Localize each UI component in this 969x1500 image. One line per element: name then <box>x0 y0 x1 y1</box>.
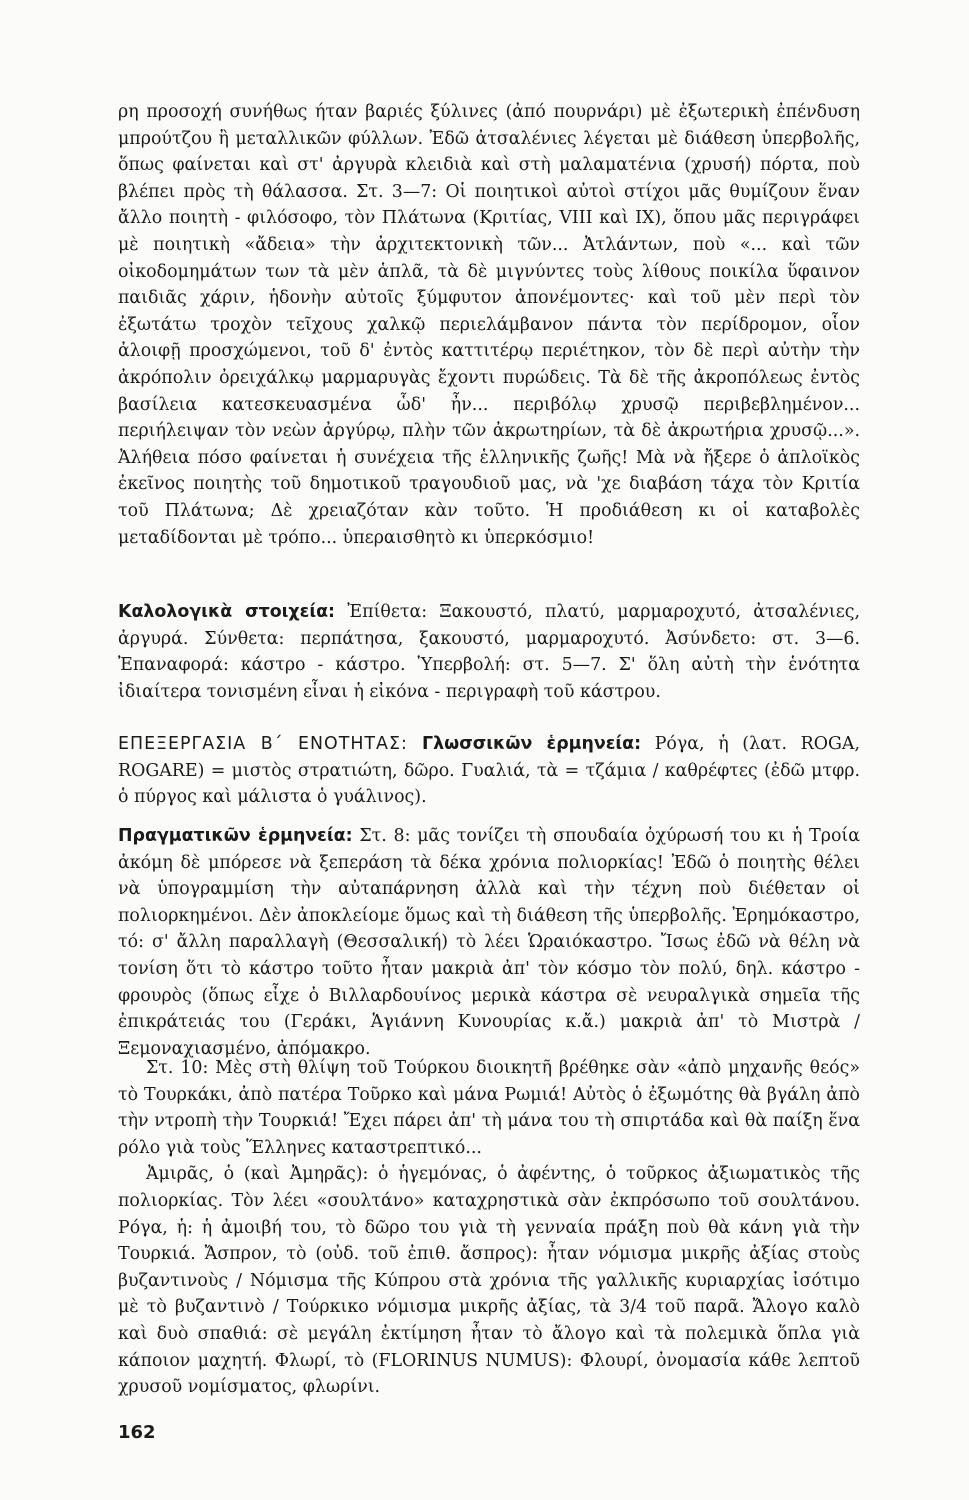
section-label: Καλολογικὰ στοιχεία: <box>118 602 336 622</box>
paragraph-text: Στ. 8: μᾶς τονίζει τὴ σπουδαία ὀχύρωσή του κι ἡ Τροία ἀκόμη δὲ μπόρεσε νὰ ξεπεράση τὰ δέκα χρόνια πολιορκίας! Ἐδῶ ὁ ποιητὴς θέλει νὰ ὑπογραμμίση τὴν αὐταπάρνηση ἀλλὰ καὶ τὴν τέχνη ποὺ διέθεταν οἱ πολιορκημένοι. Δὲν ἀποκλείομε ὅμως καὶ τὴ διάθεση τῆς ὑπερβολῆς. Ἐρημόκαστρο, τό: σ' ἄλλη παραλλαγὴ (Θεσσαλική) τὸ λέει Ὡραιόκαστρο. Ἴσως ἐδῶ νὰ θέλη νὰ τονίση ὅτι τὸ κάστρο τοῦτο ἦταν μακριὰ ἀπ' τὸν κόσμο τὸν πολύ, δηλ. κάστρο - φρουρὸς (ὅπως εἶχε ὁ Βιλλαρδουίνος μερικὰ κάστρα σὲ νευραλγικὰ σημεῖα τῆς ἐπικράτειάς του (Γεράκι, Ἁγιάννη Κυνουρίας κ.ἄ.) μακριὰ ἀπ' τὸ Μιστρὰ / Ξεμοναχιασμένο, ἀπόμακρο. <box>118 826 860 1059</box>
paragraph-verse-10 <box>118 1055 860 1401</box>
page-number: 162 <box>118 1422 156 1443</box>
section-heading: ΕΠΕΞΕΡΓΑΣΙΑ Β΄ ΕΝΟΤΗΤΑΣ: <box>118 734 408 754</box>
section-label: Γλωσσικῶν ἑρμηνεία: <box>407 734 642 754</box>
paragraph-intro <box>118 99 860 551</box>
paragraph-unit-b-linguistic <box>118 731 860 811</box>
paragraph-text: ρη προσοχή συνήθως ήταν βαριές ξύλινες (ἀπό πουρνάρι) μὲ ἐξωτερικὴ ἐπένδυση μπρούτζου ἢ μεταλλικῶν φύλλων. Ἐδῶ ἀτσαλένιες λέγεται μὲ διάθεση ὑπερβολῆς, ὅπως φαίνεται καὶ στ' ἀργυρὰ κλειδιὰ καὶ στὴ μαλαματένια (χρυσή) πόρτα, ποὺ βλέπει πρὸς τὴ θάλασσα. Στ. 3—7: Οἱ ποιητικοὶ αὐτοὶ στίχοι μᾶς θυμίζουν ἕναν ἄλλο ποιητὴ - φιλόσοφο, τὸν Πλάτωνα (Κριτίας, VIII καὶ IX), ὅπου μᾶς περιγράφει μὲ ποιητικὴ «ἄδεια» τὴν ἀρχιτεκτονικὴ τῶν... Ἀτλάντων, ποὺ «... καὶ τῶν οἰκοδομημάτων των τὰ μὲν ἁπλᾶ, τὰ δὲ μιγνύντες τοὺς λίθους ποικίλα ὕφαινον παιδιᾶς χάριν, ἡδονὴν αὐτοῖς ξύμφυτον ἀπονέμοντες· καὶ τοῦ μὲν περὶ τὸν ἐξωτάτω τροχὸν τεῖχους χαλκῷ περιελάμβανον πάντα τὸν περίδρομον, οἷον ἀλοιφῇ προσχώμενοι, τοῦ δ' ἐντὸς καττιτέρῳ περιέτηκον, τὸν δὲ περὶ αὐτὴν τὴν ἀκρόπολιν ὀρειχάλκῳ μαρμαρυγὰς ἔχοντι πυρώδεις. Τὰ δὲ τῆς ἀκροπόλεως ἐντὸς βασίλεια κατεσκευασμένα ὧδ' ἦν... περιβόλῳ χρυσῷ περιβεβλημένον... περιήλειψαν τὸν νεὼν ἀργύρῳ, πλὴν τῶν ἀκρωτηρίων, τὰ δὲ ἀκρωτήρια χρυσῷ...». Ἀλήθεια πόσο φαίνεται ἡ συνέχεια τῆς ἑλληνικῆς ζωῆς! Μὰ νὰ ἤξερε ὁ ἁπλοϊκὸς ἐκεῖνος ποιητὴς τοῦ δημοτικοῦ τραγουδιοῦ μας, νὰ 'χε διαβάση τάχα τὸν Κριτία τοῦ Πλάτωνα; Δὲ χρειαζόταν κὰν τοῦτο. Ἡ προδιάθεση κι οἱ καταβολὲς μεταδίδονται μὲ τρόπο... ὑπεραισθητὸ κι ὑπερκόσμιο! <box>118 102 860 548</box>
paragraph-text: Ἀμιρᾶς, ὁ (καὶ Ἀμηρᾶς): ὁ ἡγεμόνας, ὁ ἀφέντης, ὁ τοῦρκος ἀξιωματικὸς τῆς πολιορκίας. Τὸν λέει «σουλτάνο» καταχρηστικὰ σὰν ἐκπρόσωπο τοῦ σουλτάνου. Ρόγα, ἡ: ἡ ἀμοιβή του, τὸ δῶρο του γιὰ τὴ γενναία πράξη ποὺ θὰ κάνη γιὰ τὴν Τουρκιά. Ἄσπρον, τὸ (οὐδ. τοῦ ἐπιθ. ἄσπρος): ἦταν νόμισμα μικρῆς ἀξίας στοὺς βυζαντινοὺς / Νόμισμα τῆς Κύπρου στὰ χρόνια τῆς γαλλικῆς κυριαρχίας ἰσότιμο μὲ τὸ βυζαντινὸ / Τούρκικο νόμισμα μικρῆς ἀξίας, τὰ 3/4 τοῦ παρᾶ. Ἄλογο καλὸ καὶ δυὸ σπαθιά: σὲ μεγάλη ἐκτίμηση ἦταν τὸ ἄλογο καὶ τὰ πολεμικὰ ὅπλα γιὰ κάποιον μαχητή. Φλωρί, τὸ (FLORINUS NUMUS): Φλουρί, ὀνομασία κάθε λεπτοῦ χρυσοῦ νομίσματος, φλωρίνι. <box>118 1164 860 1398</box>
paragraph-factual-interpretation <box>118 823 860 1062</box>
paragraph-literary-elements <box>118 599 860 705</box>
paragraph-text: Στ. 10: Μὲς στὴ θλίψη τοῦ Τούρκου διοικητῆ βρέθηκε σὰν «ἀπὸ μηχανῆς θεός» τὸ Τουρκάκι, ἀπὸ πατέρα Τοῦρκο καὶ μάνα Ρωμιά! Αὐτὸς ὁ ἐξωμότης θὰ βγάλη ἀπὸ τὴν ντροπὴ τὴν Τουρκιά! Ἔχει πάρει ἀπ' τὴ μάνα του τὴ σπιρτάδα καὶ θὰ παίξη ἕνα ρόλο γιὰ τοὺς Ἕλληνες καταστρεπτικό... <box>118 1058 860 1158</box>
section-label: Πραγματικῶν ἑρμηνεία: <box>118 826 353 846</box>
paragraph-text: Ρόγα, ἡ (λατ. ROGA, ROGARE) = μιστὸς στρατιώτη, δῶρο. Γυαλιά, τὰ = τζάμια / καθρέφτες (ἐδῶ μτφρ. ὁ πύργος καὶ μάλιστα ὁ γυάλινος). <box>118 734 860 808</box>
paragraph-text: Ἐπίθετα: Ξακουστό, πλατύ, μαρμαροχυτό, ἀτσαλένιες, ἀργυρά. Σύνθετα: περπάτησα, ξακουστό, μαρμαροχυτό. Ἀσύνδετο: στ. 3—6. Ἐπαναφορά: κάστρο - κάστρο. Ὑπερβολή: στ. 5—7. Σ' ὅλη αὐτὴ τὴν ἑνότητα ἰδιαίτερα τονισμένη εἶναι ἡ εἰκόνα - περιγραφὴ τοῦ κάστρου. <box>118 602 860 702</box>
